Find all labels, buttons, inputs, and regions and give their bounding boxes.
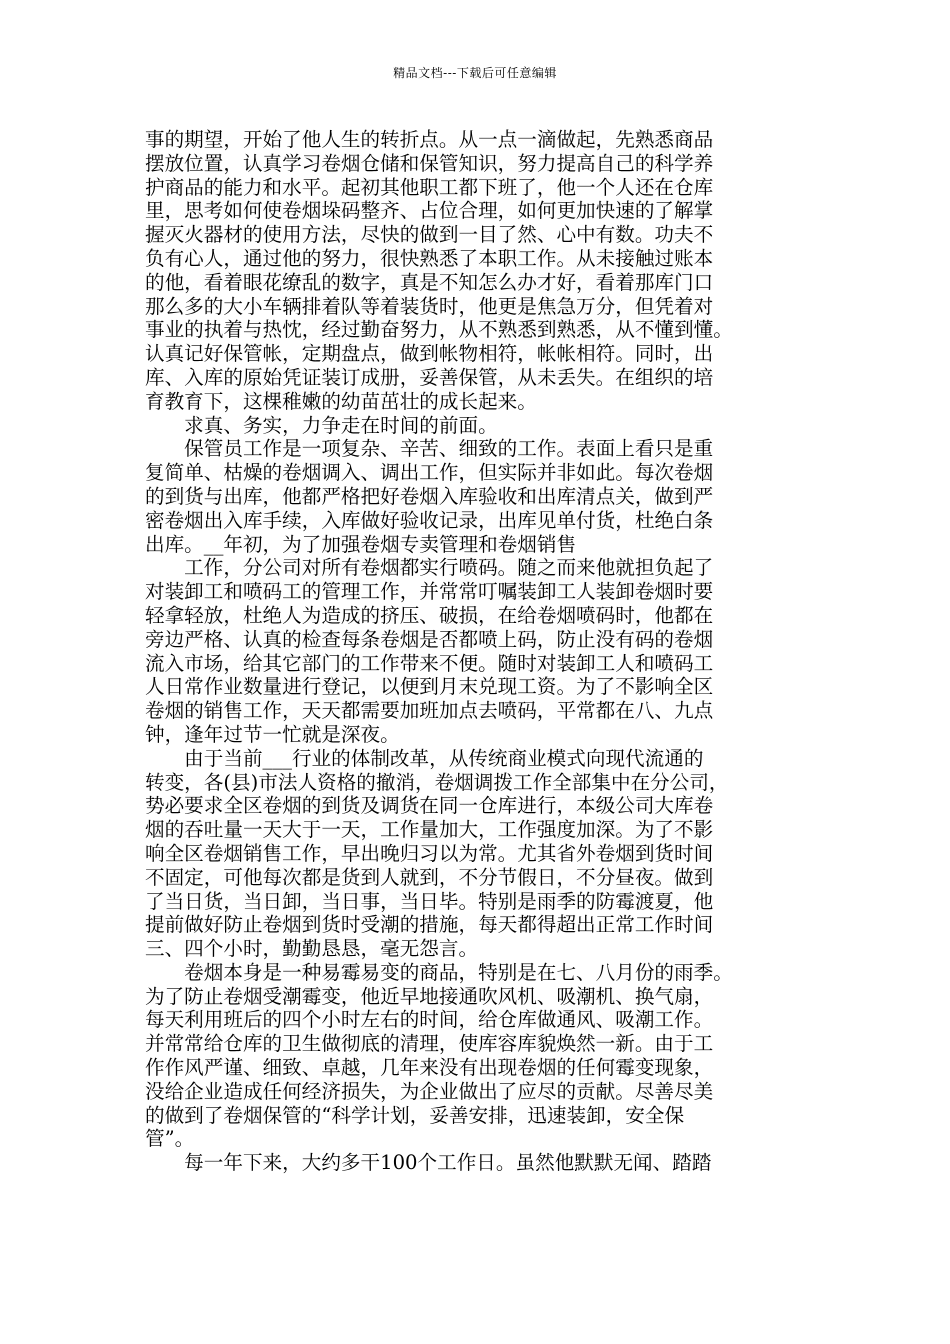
text-line: 保管员工作是一项复杂、辛苦、细致的工作。表面上看只是重 [145, 437, 714, 461]
text-line: 钟，逢年过节一忙就是深夜。 [145, 722, 400, 746]
text-line: 轻拿轻放，杜绝人为造成的挤压、破损，在给卷烟喷码时，他都在 [145, 603, 714, 627]
text-line: 响全区卷烟销售工作，早出晚归习以为常。尤其省外卷烟到货时间 [145, 841, 714, 865]
text-line: 作作风严谨、细致、卓越，几年来没有出现卷烟的任何霉变现象， [145, 1056, 714, 1080]
text-line: 旁边严格、认真的检查每条卷烟是否都喷上码，防止没有码的卷烟 [145, 627, 714, 651]
text-line: 每一年下来，大约多干100个工作日。虽然他默默无闻、踏踏 [145, 1151, 712, 1175]
text-line: 那么多的大小车辆排着队等着装货时，他更是焦急万分，但凭着对 [145, 294, 714, 318]
text-line: 的做到了卷烟保管的“科学计划，妥善安排，迅速装卸，安全保 [145, 1103, 685, 1127]
text-line: 不固定，可他每次都是货到人就到，不分节假日，不分昼夜。做到 [145, 865, 714, 889]
text-line: 提前做好防止卷烟到货时受潮的措施，每天都得超出正常工作时间 [145, 913, 714, 937]
text-line: 并常常给仓库的卫生做彻底的清理，使库容库貌焕然一新。由于工 [145, 1032, 714, 1056]
text-line: 事业的执着与热忱，经过勤奋努力，从不熟悉到熟悉，从不懂到懂。 [145, 318, 733, 342]
text-line: 三、四个小时，勤勤恳恳，毫无怨言。 [145, 937, 479, 961]
text-line: 对装卸工和喷码工的管理工作，并常常叮嘱装卸工人装卸卷烟时要 [145, 580, 714, 604]
text-line: 人日常作业数量进行登记，以便到月末兑现工资。为了不影响全区 [145, 675, 714, 699]
text-line: 的到货与出库，他都严格把好卷烟入库验收和出库清点关，做到严 [145, 484, 714, 508]
text-line: 卷烟本身是一种易霉易变的商品，特别是在七、八月份的雨季。 [145, 960, 733, 984]
text-line: 卷烟的销售工作，天天都需要加班加点去喷码，平常都在八、九点 [145, 699, 714, 723]
text-line: 握灭火器材的使用方法，尽快的做到一目了然、心中有数。功夫不 [145, 223, 714, 247]
text-line: 转变，各(县)市法人资格的撤消，卷烟调拨工作全部集中在分公司， [145, 770, 729, 794]
text-line: 每天利用班后的四个小时左右的时间，给仓库做通风、吸潮工作。 [145, 1008, 714, 1032]
text-line: 由于当前___行业的体制改革，从传统商业模式向现代流通的 [145, 746, 704, 770]
text-line: 流入市场，给其它部门的工作带来不便。随时对装卸工人和喷码工 [145, 651, 714, 675]
page-header: 精品文档---下载后可任意编辑 [393, 66, 557, 80]
text-line: 管”。 [145, 1127, 195, 1151]
text-line: 势必要求全区卷烟的到货及调货在同一仓库进行，本级公司大库卷 [145, 794, 714, 818]
text-line: 密卷烟出入库手续，入库做好验收记录，出库见单付货，杜绝白条 [145, 508, 714, 532]
text-line: 复简单、枯燥的卷烟调入、调出工作，但实际并非如此。每次卷烟 [145, 461, 714, 485]
text-line: 没给企业造成任何经济损失，为企业做出了应尽的贡献。尽善尽美 [145, 1079, 714, 1103]
text-line: 库、入库的原始凭证装订成册，妥善保管，从未丢失。在组织的培 [145, 365, 714, 389]
text-line: 里，思考如何使卷烟垛码整齐、占位合理，如何更加快速的了解掌 [145, 199, 714, 223]
text-line: 为了防止卷烟受潮霉变，他近早地接通吹风机、吸潮机、换气扇， [145, 984, 714, 1008]
text-line: 认真记好保管帐，定期盘点，做到帐物相符，帐帐相符。同时，出 [145, 342, 714, 366]
document-body [145, 128, 827, 1175]
text-line: 事的期望，开始了他人生的转折点。从一点一滴做起，先熟悉商品 [145, 128, 714, 151]
text-line: 求真、务实，力争走在时间的前面。 [145, 413, 498, 437]
text-line: 出库。__年初，为了加强卷烟专卖管理和卷烟销售 [145, 532, 577, 556]
text-line: 育教育下，这棵稚嫩的幼苗茁壮的成长起来。 [145, 389, 537, 413]
text-line: 工作，分公司对所有卷烟都实行喷码。随之而来他就担负起了 [145, 556, 714, 580]
text-line: 护商品的能力和水平。起初其他职工都下班了，他一个人还在仓库 [145, 175, 714, 199]
text-line: 的他，看着眼花缭乱的数字，真是不知怎么办才好，看着那库门口 [145, 270, 714, 294]
text-line: 了当日货，当日卸，当日事，当日毕。特别是雨季的防霉渡夏，他 [145, 889, 714, 913]
text-line: 烟的吞吐量一天大于一天，工作量加大，工作强度加深。为了不影 [145, 818, 714, 842]
text-line: 负有心人，通过他的努力，很快熟悉了本职工作。从未接触过账本 [145, 246, 714, 270]
text-line: 摆放位置，认真学习卷烟仓储和保管知识，努力提高自己的科学养 [145, 151, 714, 175]
